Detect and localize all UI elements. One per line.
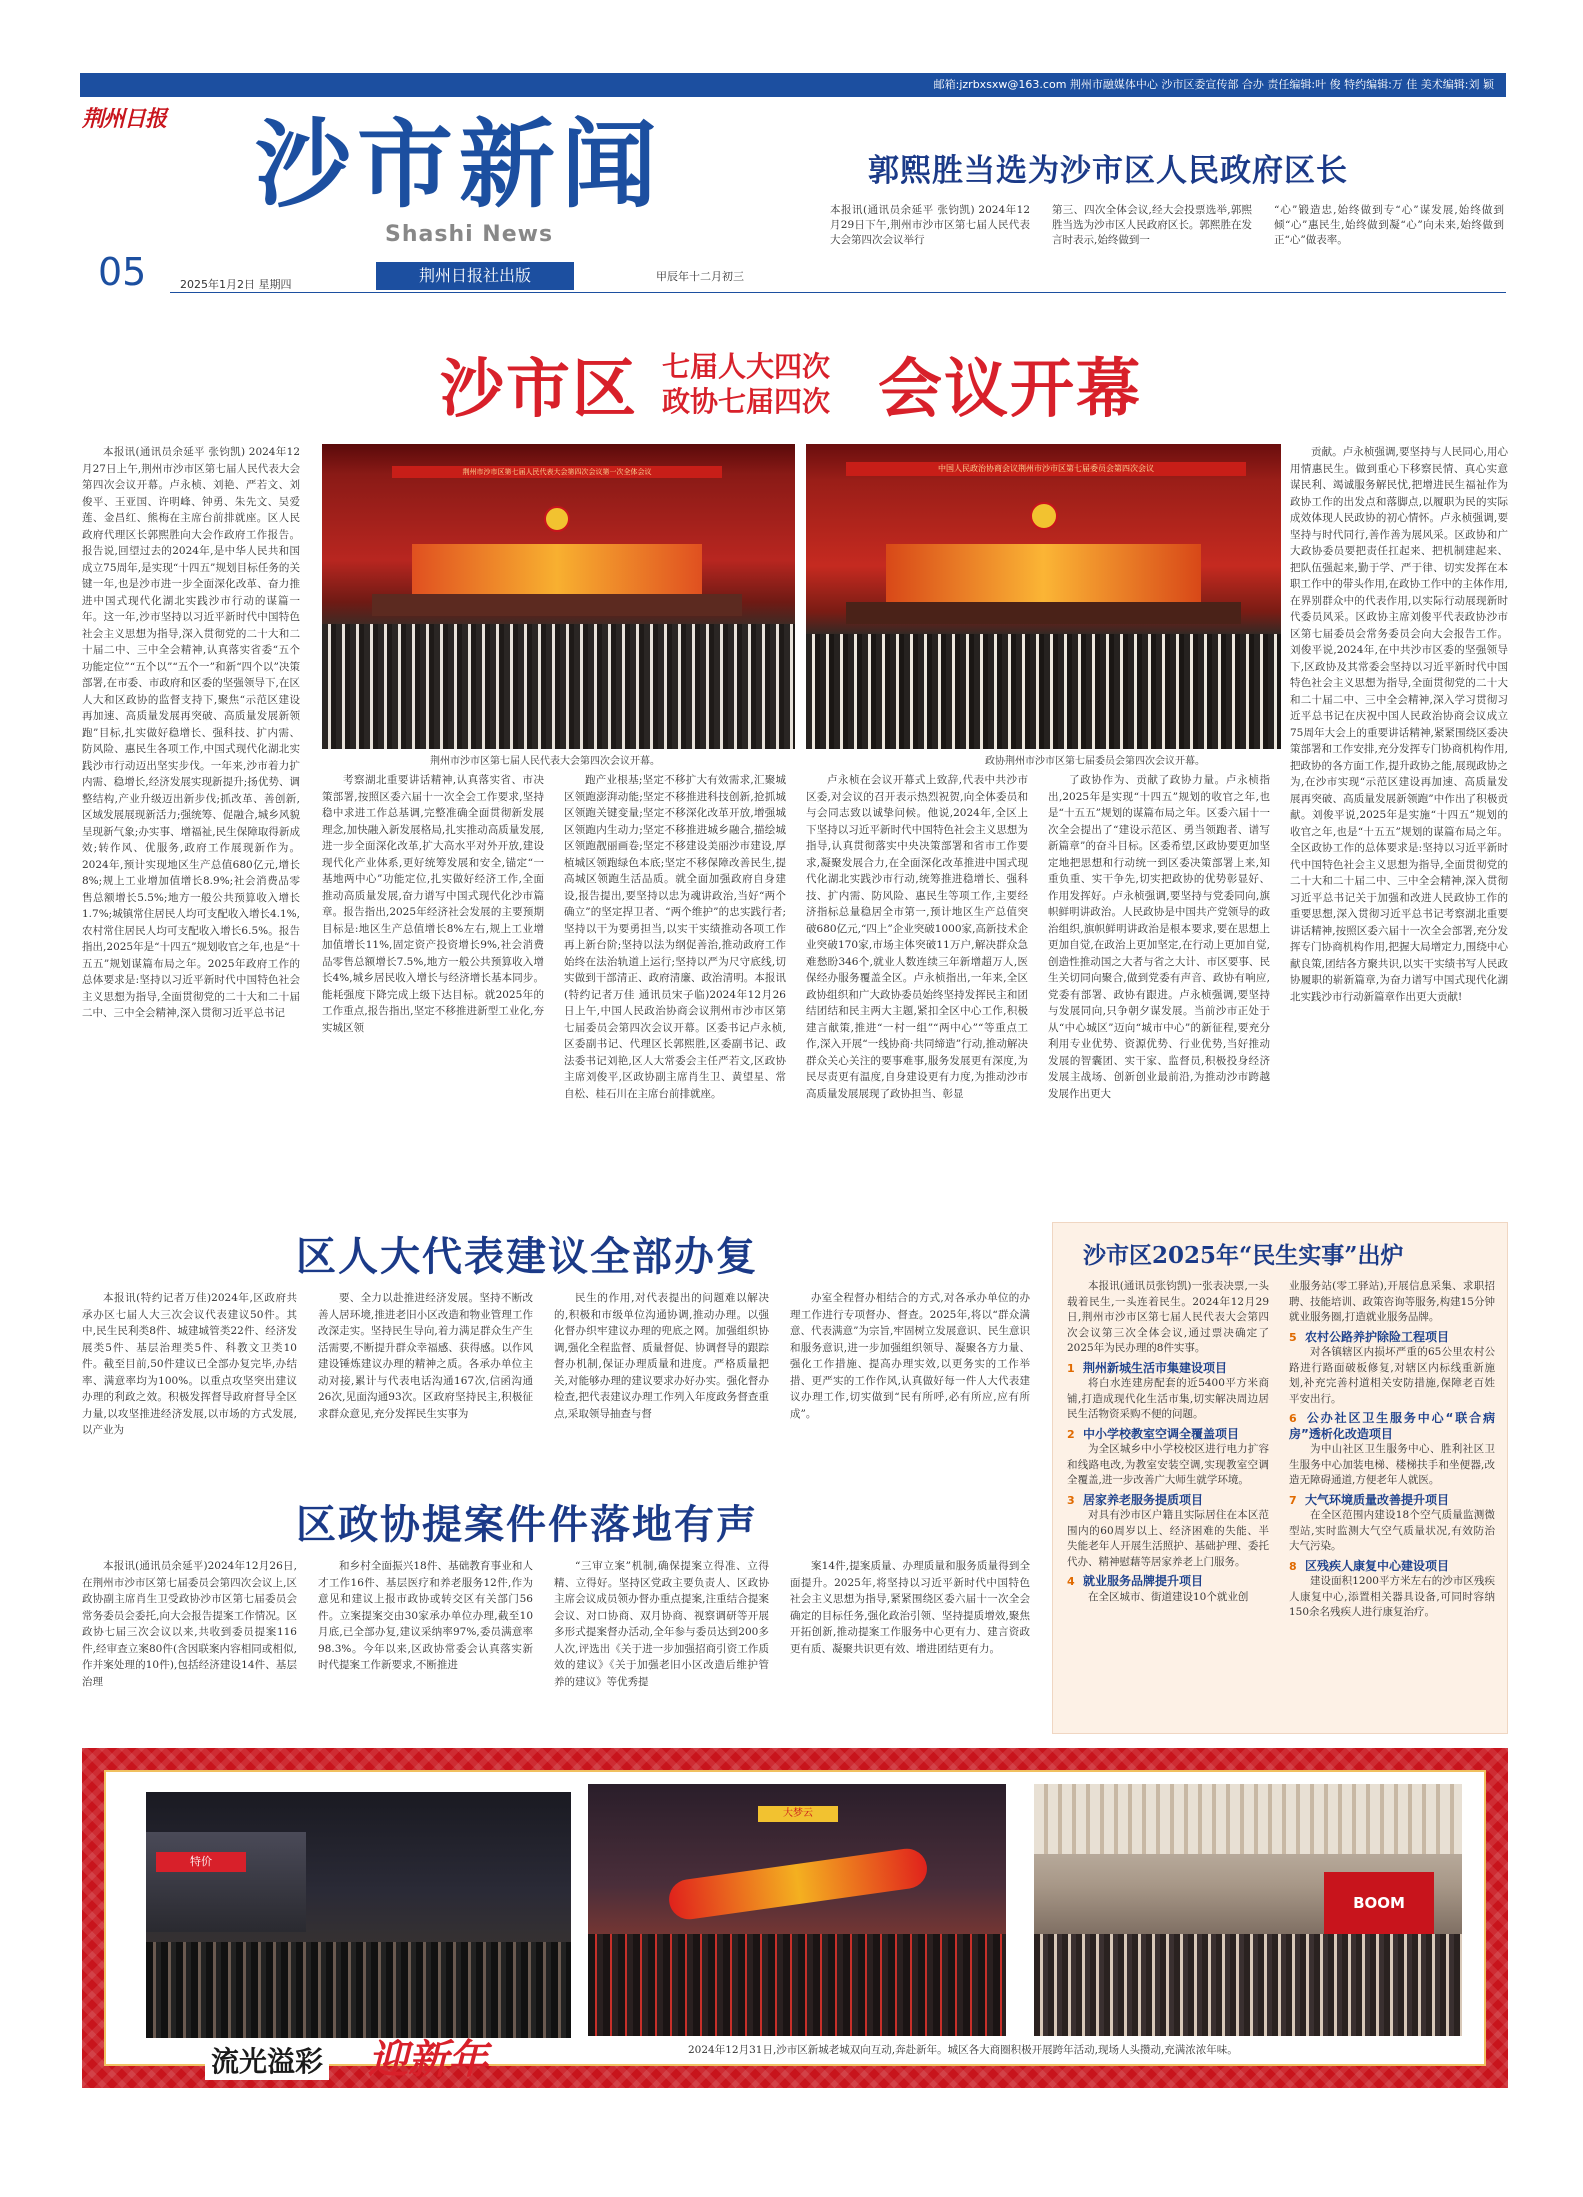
- masthead-title-en: Shashi News: [385, 222, 554, 247]
- photo2-banner: 中国人民政治协商会议荆州市沙市区第七届委员会第四次会议: [846, 462, 1246, 476]
- presidium-desk: [846, 602, 1241, 624]
- sidebar-left-col: [1067, 1279, 1269, 1605]
- dragon-icon: [666, 1846, 929, 1922]
- sidebar-item: [1067, 1574, 1269, 1605]
- bottom-title-left: 流光溢彩: [205, 2040, 329, 2080]
- stage-screen: BOOM: [1324, 1872, 1434, 1934]
- item-text: 在全区范围内建设18个空气质量监测微型站,实时监测大气空气质量状况,有效防治大气污染。: [1289, 1509, 1495, 1552]
- item-title: 大气环境质量改善提升项目: [1305, 1492, 1450, 1507]
- masthead-title: 沙市新闻: [255, 108, 663, 221]
- minsheng-sidebar: [1052, 1222, 1508, 1734]
- dragon-sign: 大梦云: [758, 1806, 838, 1822]
- story2-col1: 本报讯(特约记者万佳)2024年,区政府共承办区七届人大三次会议代表建议50件。其中,民生民利类8件、城建城管类22件、经济发展类5件、基层治理类5件、科教文卫类10件。截至目前,50件建议已全部办复完毕,办结率、满意率均为100%。以重点攻坚突出建议办理的利政之效。积极发挥督导政府督导全区力量,以攻坚推进经济发展,以市场的方式发展,以产业为: [82, 1292, 297, 1436]
- item-number: 8: [1289, 1559, 1297, 1573]
- photo1-caption: 荆州市沙市区第七届人民代表大会第四次会议开幕。: [430, 756, 660, 767]
- publisher-badge: [376, 262, 574, 290]
- top-story-col1: 本报讯(通讯员余延平 张钧凯) 2024年12月29日下午,荆州市沙市区第七届人民代表大会第四次会议举行: [830, 204, 1030, 246]
- story2-col2: 要、全力以赴推进经济发展。坚持不断改善人居环境,推进老旧小区改造和物业管理工作改深走实。坚持民生导向,着力满足群众生产生活需要,不断提升群众幸福感、获得感。以作风建设锤炼建议办理的精神之质。各承办单位主动对接,累计与代表电话沟通167次,信函沟通26次,见面沟通93次。区政府坚持民主,积极征求群众意见,充分发挥民生实事为: [318, 1292, 533, 1420]
- sidebar-item: [1289, 1559, 1495, 1621]
- sidebar-item: [1289, 1411, 1495, 1489]
- sidebar-item: [1289, 1330, 1495, 1408]
- sidebar-right-col: [1289, 1279, 1495, 1621]
- paper-logo: 荆州日报: [82, 106, 167, 132]
- item-title: 荆州新城生活市集建设项目: [1083, 1360, 1228, 1375]
- story1-col6: 贡献。卢永桢强调,要坚持与人民同心,用心用情惠民生。做到重心下移察民情、真心实意谋民利、竭诚服务解民忧,把增进民生福祉作为政协工作的出发点和落脚点,以履职为民的实际成效体现人民政协的初心情怀。卢永桢强调,要坚持与时代同行,善作善为展风采。区政协和广大政协委员要把责任扛起来、把机制建起来、把队伍强起来,勤于学、严于律、切实发挥在本职工作中的带头作用,在政协工作中的主体作用,在界别群众中的代表作用,以实际行动展现新时代委员风采。区政协主席刘俊平代表政协沙市区第七届委员会常务委员会向大会报告工作。刘俊平说,2024年,在中共沙市区委的坚强领导下,区政协及其常委会坚持以习近平新时代中国特色社会主义思想为指导,全面贯彻党的二十大和二十届二中、三中全会精神,深入学习贯彻习近平总书记在庆祝中国人民政治协商会议成立75周年大会上的重要讲话精神,紧紧围绕区委决策部署和工作安排,充分发挥专门协商机构作用,把政协的各方面工作,提升政协之能,展现政协之为,在沙市实现“示范区建设再加速、高质量发展再突破、高质量发展新领跑”中作出了积极贡献。刘俊平说,2025年是实施“十四五”规划的收官之年,也是“十五五”规划的谋篇布局之年。全区政协工作的总体要求是:坚持以习近平新时代中国特色社会主义思想为指导,全面贯彻党的二十大和二十届二中、三中全会精神,深入贯彻习近平总书记关于加强和改进人民政协工作的重要思想,深入贯彻习近平总书记考察湖北重要讲话精神,按照区委六届十一次全会部署,充分发挥专门协商机构作用,把握大局增定力,围绕中心献良策,团结各方聚共识,以实干实绩书写人民政协履职的崭新篇章,为奋力谱写中国式现代化湖北实践沙市行动新篇章作出更大贡献!: [1290, 446, 1508, 1003]
- story1-col2: 考察湖北重要讲话精神,认真落实省、市决策部署,按照区委六届十一次全会工作要求,坚持稳中求进工作总基调,完整准确全面贯彻新发展理念,加快融入新发展格局,扎实推动高质量发展,进一步全面深化改革,扩大高水平对外开放,建设现代化产业体系,更好统筹发展和安全,锚定“一基地两中心”功能定位,扎实做好经济工作,全面推动高质量发展,奋力谱写中国式现代化沙市篇章。报告指出,2025年经济社会发展的主要预期目标是:地区生产总值增长8%左右,规上工业增加值增长11%,固定资产投资增长9%,社会消费品零售总额增长7.5%,地方一般公共预算收入增长4%,城乡居民收入增长与经济增长基本同步。能耗强度下降完成上级下达目标。就2025年的工作重点,报告指出,坚定不移推进新型工业化,夯实城区领: [322, 774, 544, 1034]
- story3-headline: 区政协提案件件落地有声: [296, 1501, 758, 1548]
- item-title: 农村公路养护除险工程项目: [1305, 1329, 1450, 1344]
- cppcc-meeting-photo: [806, 444, 1281, 749]
- sidebar-intro-cont: 业服务站(零工驿站),开展信息采集、求职招聘、技能培训、政策咨询等服务,构建15分钟就业服务圈,打造就业服务品牌。: [1289, 1280, 1495, 1323]
- dragon-dance-photo: [588, 1784, 1006, 2036]
- crowd: [1034, 1934, 1462, 2036]
- sidebar-item: [1067, 1493, 1269, 1571]
- store-sign: 特价: [156, 1852, 246, 1872]
- story1-col5: 了政协作为、贡献了政协力量。卢永桢指出,2025年是实现“十四五”规划的收官之年,也是“十五五”规划的谋篇布局之年。区委六届十一次全会提出了“建设示范区、勇当领跑者、谱写新篇章”的奋斗目标。区委希望,区政协要更加坚定地把思想和行动统一到区委决策部署上来,知重负重、实干争先,切实把政协的优势彰显好、作用发挥好。卢永桢强调,要坚持与党委同向,旗帜鲜明讲政治。人民政协是中国共产党领导的政治组织,旗帜鲜明讲政治是根本要求,要在思想上更加自觉,在政治上更加坚定,在行动上更加自觉,创造性推动国之大者与省之大计、市区要事、民生关切同向聚合,做到党委有声音、政协有响应,党委有部署、政协有跟进。卢永桢强调,要坚持与发展同向,只争朝夕谋发展。当前沙市正处于从“中心城区”迈向“城市中心”的新征程,要充分利用专业优势、资源优势、行业优势,当好推动发展的智囊团、实干家、监督员,积极投身经济发展主战场、创新创业最前沿,为推动沙市跨越发展作出更大: [1048, 774, 1270, 1100]
- sidebar-item: [1067, 1361, 1269, 1423]
- npc-meeting-photo: [322, 444, 795, 749]
- audience: [322, 624, 795, 749]
- story1-col1: 本报讯(通讯员余延平 张钧凯) 2024年12月27日上午,荆州市沙市区第七届人民代表大会第四次会议开幕。卢永桢、刘艳、严若文、刘俊平、王亚国、许明峰、钟勇、朱先文、吴爱莲、金昌红、熊梅在主席台前排就座。区人民政府代理区长郭熙胜向大会作政府工作报告。报告说,回望过去的2024年,是中华人民共和国成立75周年,是实现“十四五”规划目标任务的关键一年,也是沙市进一步全面深化改革、奋力推进中国式现代化湖北实践沙市行动的谋篇一年。这一年,沙市坚持以习近平新时代中国特色社会主义思想为指导,深入贯彻党的二十大和二十届二中、三中全会精神,认真落实省委“五个功能定位”“五个以”“五个一”和新“四个以”决策部署,在市委、市政府和区委的坚强领导下,在区人大和区政协的监督支持下,聚焦“示范区建设再加速、高质量发展再突破、高质量发展新领跑”目标,扎实做好稳增长、强科技、扩内需、防风险、惠民生各项工作,中国式现代化湖北实践沙市行动迈出坚实步伐。一年来,沙市着力扩内需、稳增长,经济发展实现新提升;扬优势、调整结构,产业升级迈出新步伐;抓改革、善创新,区域发展展现新活力;强统筹、促融合,城乡风貌呈现新气象;办实事、增福祉,民生保障取得新成效;转作风、优服务,政府工作展现新作为。2024年,预计实现地区生产总值680亿元,增长8%;规上工业增加值增长8.9%;社会消费品零售总额增长5.5%;地方一般公共预算收入增长1.7%;城镇常住居民人均可支配收入增长4.1%,农村常住居民人均可支配收入增长6.5%。报告指出,2025年是“十四五”规划收官之年,也是“十五五”规划谋篇布局之年。2025年政府工作的总体要求是:坚持以习近平新时代中国特色社会主义思想为指导,全面贯彻党的二十大和二十届二中、三中全会精神,深入贯彻习近平总书记: [82, 446, 300, 1019]
- top-info-bar: 邮箱:jzrbxsxw@163.com 荆州市融媒体中心 沙市区委宣传部 合办 责任编辑:叶 俊 特约编辑:万 佳 美术编辑:刘 颖: [80, 73, 1506, 97]
- sidebar-item: [1067, 1427, 1269, 1489]
- crowd: [588, 1934, 1006, 2036]
- item-title: 区残疾人康复中心建设项目: [1305, 1558, 1450, 1573]
- sidebar-headline: 沙市区2025年“民生实事”出炉: [1083, 1242, 1404, 1269]
- item-number: 1: [1067, 1361, 1075, 1375]
- item-title: 就业服务品牌提升项目: [1083, 1574, 1204, 1588]
- presidium-desk: [372, 594, 742, 616]
- item-text: 将白水连建房配套的近5400平方米商铺,打造成现代化生活市集,切实解决周边居民生活物资采购不便的问题。: [1067, 1377, 1269, 1420]
- lunar-date: 甲辰年十二月初三: [656, 270, 744, 283]
- item-number: 3: [1067, 1493, 1075, 1507]
- night-market-photo: [146, 1792, 571, 2038]
- audience: [806, 634, 1281, 749]
- issue-date: 2025年1月2日 星期四: [180, 278, 292, 291]
- top-story-col2: 第三、四次全体会议,经大会投票选举,郭熙胜当选为沙市区人民政府区长。郭熙胜在发言时表示,始终做到一: [1052, 204, 1252, 246]
- publisher-label: 荆州日报社出版: [418, 266, 531, 285]
- story2-col4: 办室全程督办相结合的方式,对各承办单位的办理工作进行专项督办、督查。2025年,将以“群众满意、代表满意”为宗旨,牢固树立发展意识、民生意识和服务意识,进一步加强组织领导、凝聚各方力量、强化工作措施、提高办理实效,以更务实的工作举措、更严实的工作作风,认真做好每一件人大代表建议办理工作,切实做到“民有所呼,必有所应,应有所成”。: [790, 1292, 1030, 1420]
- stage-curtain: [886, 544, 1201, 604]
- story3-col2: 和乡村全面振兴18件、基础教育事业和人才工作16件、基层医疗和养老服务12件,作为意见和建议上报市政协或转交区有关部门56件。立案提案交由30家承办单位办理,截至10月底,已全部办复,建议采纳率97%,委员满意率98.3%。今年以来,区政协常委会认真落实新时代提案工作新要求,不断推进: [318, 1560, 533, 1671]
- top-story-col3: “心”锻造忠,始终做到专“心”谋发展,始终做到倾“心”惠民生,始终做到凝“心”向未来,始终做到正“心”做表率。: [1274, 204, 1504, 246]
- main-banner-right: 会议开幕: [878, 352, 1142, 427]
- photo2-caption: 政协荆州市沙市区第七届委员会第四次会议开幕。: [985, 756, 1205, 767]
- emblem-icon: [544, 506, 570, 532]
- story3-col4: 案14件,提案质量、办理质量和服务质量得到全面提升。2025年,将坚持以习近平新时代中国特色社会主义思想为指导,紧紧围绕区委六届十一次全会确定的目标任务,强化政治引领、坚持提质增效,聚焦开拓创新,推动提案工作服务中心更有力、建言资政更有质、凝聚共识更有效、增进团结更有力。: [790, 1560, 1030, 1655]
- item-text: 对具有沙市区户籍且实际居住在本区范围内的60周岁以上、经济困难的失能、半失能老年人开展生活照护、基础护理、委托代办、精神慰藉等居家养老上门服务。: [1067, 1509, 1269, 1568]
- item-number: 6: [1289, 1412, 1297, 1425]
- top-story-headline: 郭熙胜当选为沙市区人民政府区长: [868, 153, 1348, 189]
- emblem-icon: [1030, 502, 1058, 530]
- item-text: 建设面积1200平方米左右的沙市区残疾人康复中心,添置相关器具设备,可同时容纳150余名残疾人进行康复治疗。: [1289, 1575, 1495, 1618]
- sidebar-intro: 本报讯(通讯员张钧凯)一张表决票,一头载着民生,一头连着民生。2024年12月29日,荆州市沙市区第七届人民代表大会第四次会议第三次全体会议,通过票决确定了2025年为民办理的8件实事。: [1067, 1280, 1269, 1354]
- item-number: 4: [1067, 1575, 1075, 1588]
- bottom-caption: 2024年12月31日,沙市区新城老城双向互动,奔赴新年。城区各大商圈积极开展跨年活动,现场人头攒动,充满浓浓年味。: [688, 2044, 1238, 2056]
- main-banner-mid1: 七届人大四次: [662, 350, 831, 383]
- photo1-banner: 荆州市沙市区第七届人民代表大会第四次会议第一次全体会议: [392, 466, 722, 478]
- sidebar-item: [1289, 1493, 1495, 1555]
- story1-col3: 跑产业根基;坚定不移扩大有效需求,汇聚城区领跑澎湃动能;坚定不移推进科技创新,抢抓城区领跑关键变量;坚定不移深化改革开放,增强城区领跑内生动力;坚定不移推进城乡融合,描绘城区领跑靓丽画卷;坚定不移建设美丽沙市建设,厚植城区领跑绿色本底;坚定不移保障改善民生,提高城区领跑生活品质。就全面加强政府自身建设,报告提出,要坚持以忠为魂讲政治,当好“两个确立”的坚定捍卫者、“两个维护”的忠实践行者;坚持以干为要勇担当,以实干实绩推动各项工作再上新台阶;坚持以法为纲促善治,推动政府工作始终在法治轨道上运行;坚持以严为尺守底线,切实做到干部清正、政府清廉、政治清明。本报讯(特约记者万佳 通讯员宋子临)2024年12月26日上午,中国人民政治协商会议荆州市沙市区第七届委员会第四次会议开幕。区委书记卢永桢,区委副书记、代理区长郭熙胜,区委副书记、政法委书记刘艳,区人大常委会主任严若文,区政协主席刘俊平,区政协副主席肖生卫、黄望星、常自松、桂石川在主席台前排就座。: [564, 774, 786, 1100]
- item-text: 为中山社区卫生服务中心、胜利社区卫生服务中心加装电梯、楼梯扶手和坐便器,改造无障碍通道,方便老年人就医。: [1289, 1443, 1495, 1486]
- bottom-title-right: 迎新年: [368, 2036, 488, 2083]
- main-banner-mid2: 政协七届四次: [662, 385, 831, 418]
- crowd: [146, 1942, 571, 2038]
- story2-col3: 民生的作用,对代表提出的问题难以解决的,积极和市级单位沟通协调,推动办理。以强化督办织牢建议办理的兜底之网。加强组织协调,强化全程监督、质量督促、协调督导的跟踪督办机制,保证办理质量和进度。严格质量把关,对能够办理的建议要求办好办实。强化督办检查,把代表建议办理工作列入年度政务督查重点,采取领导抽查与督: [554, 1292, 769, 1420]
- item-title: 公办社区卫生服务中心“联合病房”透析化改造项目: [1289, 1411, 1495, 1441]
- building-lights: [146, 1832, 306, 1932]
- item-title: 中小学校教室空调全覆盖项目: [1083, 1426, 1240, 1441]
- item-text: 在全区城市、街道建设10个就业创: [1088, 1590, 1249, 1603]
- item-text: 为全区城乡中小学校校区进行电力扩容和线路电改,为教室安装空调,实现教室空调全覆盖,进一步改善广大师生就学环境。: [1067, 1443, 1269, 1486]
- page-number: 05: [98, 250, 147, 294]
- story3-col1: 本报讯(通讯员余延平)2024年12月26日,在荆州市沙市区第七届委员会第四次会议上,区政协副主席肖生卫受政协沙市区第七届委员会常务委员会委托,向大会报告提案工作情况。区政协七届三次会议以来,共收到委员提案116件,经审查立案80件(含因联案内容相同或相似,作并案处理的10件),包括经济建设14件、基层治理: [82, 1560, 297, 1688]
- story1-col4: 卢永桢在会议开幕式上致辞,代表中共沙市区委,对会议的召开表示热烈祝贺,向全体委员和与会同志致以诚挚问候。他说,2024年,全区上下坚持以习近平新时代中国特色社会主义思想为指导,认真贯彻落实中央决策部署和省市工作要求,凝聚发展合力,在全面深化改革推进中国式现代化湖北实践沙市行动,统筹推进稳增长、强科技、扩内需、防风险、惠民生等项工作,主要经济指标总量稳居全市第一,预计地区生产总值突破680亿元,“四上”企业突破1000家,高新技术企业突破170家,市场主体突破11万户,解决群众急难愁盼346个,就业人数连续三年新增超万人,医保经办服务覆盖全区。卢永桢指出,一年来,全区政协组织和广大政协委员始终坚持发挥民主和团结团结和民主两大主题,紧扣全区中心工作,积极建言献策,推进“一村一组”“两中心”“等重点工作,深入开展“一线协商·共同缔造”行动,推动解决群众关心关注的要事难事,服务发展更有深度,为民尽责更有温度,自身建设更有力度,为推动沙市高质量发展展现了政协担当、彰显: [806, 774, 1028, 1100]
- main-banner-left: 沙市区: [440, 352, 638, 427]
- item-title: 居家养老服务提质项目: [1083, 1492, 1204, 1507]
- story3-col3: “三审立案”机制,确保提案立得准、立得精、立得好。坚持区党政主要负责人、区政协主席会议成员领办督办重点提案,注重结合提案会议、对口协商、双月协商、视察调研等开展多形式提案督办活动,全年参与委员达到200多人次,评选出《关于进一步加强招商引资工作质效的建议》《关于加强老旧小区改造后维护管养的建议》等优秀提: [554, 1560, 769, 1688]
- mall-balcony: [1034, 1784, 1462, 1854]
- mall-event-photo: [1034, 1784, 1462, 2036]
- item-text: 对各镇辖区内损坏严重的65公里农村公路进行路面破板修复,对辖区内标线重新施划,补充完善村道相关安防措施,保障老百姓平安出行。: [1289, 1346, 1495, 1405]
- item-number: 2: [1067, 1427, 1075, 1441]
- story2-headline: 区人大代表建议全部办复: [296, 1233, 758, 1280]
- item-number: 7: [1289, 1493, 1297, 1507]
- item-number: 5: [1289, 1330, 1297, 1344]
- masthead-rule: [170, 292, 1506, 293]
